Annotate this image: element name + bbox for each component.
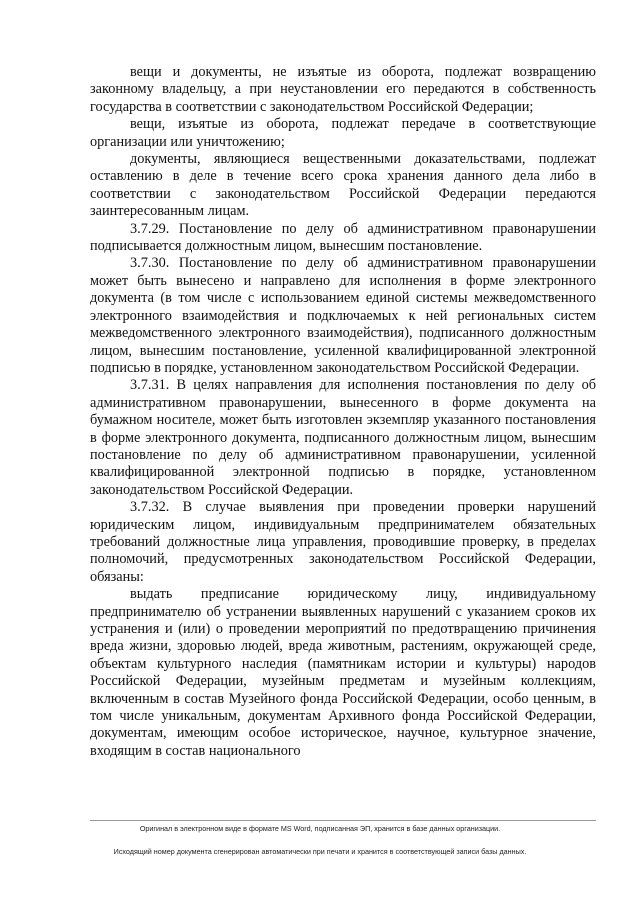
document-body: [90, 64, 596, 760]
paragraph-documents-evidence: документы, являющиеся вещественными доказательствами, подлежат оставлению в деле в течение всего срока хранения данного дела либо в соответствии с законодательством Российской Федерации передаются заинтересованным лицам.: [90, 151, 596, 220]
paragraph-3-7-30: 3.7.30. Постановление по делу об административном правонарушении может быть вынесено и направлено для исполнения в форме электронного документа (в том числе с использованием единой системы межведомственного электронного взаимодействия и подключаемых к ней региональных систем межведомственного электронного взаимодействия), подписанного должностным лицом, вынесшим постановление, усиленной квалифицированной электронной подписью в порядке, установленном законодательством Российской Федерации.: [90, 255, 596, 376]
footer-note-number: Исходящий номер документа сгенерирован автоматически при печати и хранится в соответствующей записи базы данных.: [113, 847, 527, 856]
paragraph-issue-order: выдать предписание юридическому лицу, индивидуальному предпринимателю об устранении выявленных нарушений с указанием сроков их устранения и (или) о проведении мероприятий по предотвращению причинения вреда жизни, здоровью людей, вреда животным, растениям, окружающей среде, объектам культурного наследия (памятникам истории и культуры) народов Российской Федерации, музейным предметам и музейным коллекциям, включенным в состав Музейного фонда Российской Федерации, особо ценным, в том числе уникальным, документам Архивного фонда Российской Федерации, документам, имеющим особое историческое, научное, культурное значение, входящим в состав национального: [90, 586, 596, 759]
paragraph-items-return: вещи и документы, не изъятые из оборота, подлежат возвращению законному владельцу, а при неустановлении его передаются в собственность государства в соответствии с законодательством Российской Федерации;: [90, 64, 596, 115]
paragraph-3-7-32: 3.7.32. В случае выявления при проведении проверки нарушений юридическим лицом, индивидуальным предпринимателем обязательных требований должностные лица управления, проводившие проверку, в пределах полномочий, предусмотренных законодательством Российской Федерации, обязаны:: [90, 499, 596, 585]
paragraph-3-7-31: 3.7.31. В целях направления для исполнения постановления по делу об административном правонарушении, вынесенного в форме документа на бумажном носителе, может быть изготовлен экземпляр указанного постановления в форме электронного документа, подписанного должностным лицом, вынесшим постановление по делу об административном правонарушении, усиленной квалифицированной электронной подписью в порядке, установленном законодательством Российской Федерации.: [90, 377, 596, 498]
footer-note-original: Оригинал в электронном виде в формате MS Word, подписанная ЭП, хранится в базе данных организации.: [139, 824, 501, 833]
paragraph-items-withdrawn: вещи, изъятые из оборота, подлежат передаче в соответствующие организации или уничтожению;: [90, 116, 596, 150]
footer-divider: [90, 820, 596, 821]
paragraph-3-7-29: 3.7.29. Постановление по делу об административном правонарушении подписывается должностным лицом, вынесшим постановление.: [90, 220, 596, 255]
